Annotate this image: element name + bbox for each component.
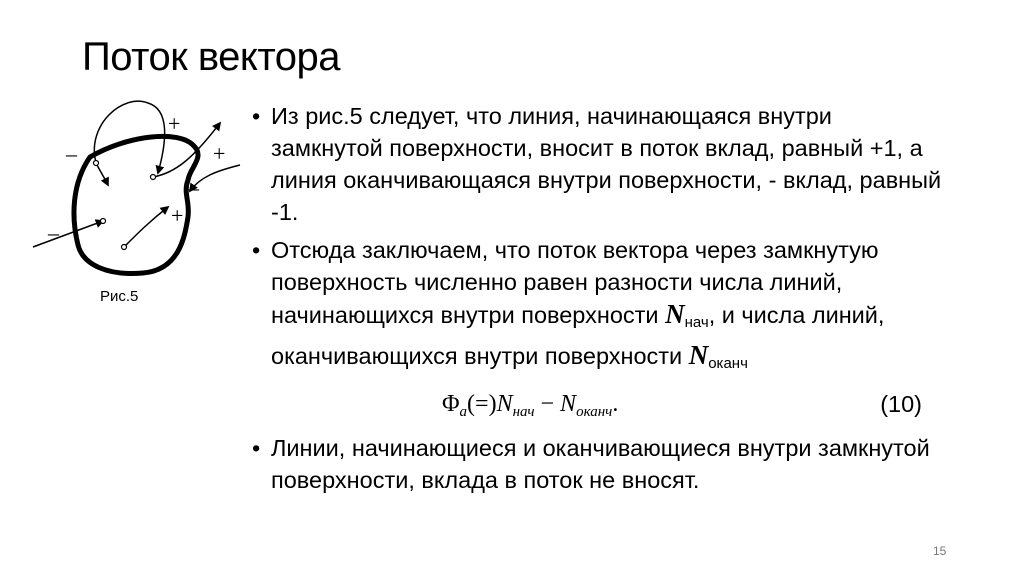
bullet-item (252, 234, 942, 380)
n-end-symbol: N (688, 340, 709, 370)
n-start-symbol: N (665, 299, 685, 329)
bullet-dot: • (252, 103, 261, 129)
formula-row (252, 386, 942, 426)
figure-closed-surface (28, 95, 250, 290)
bullet-list (252, 100, 942, 502)
page-number: 15 (933, 544, 947, 558)
bullet-text: Отсюда заключаем, что поток вектора через замкнутую поверхность численно равен разности числа линий, начинающихся внутри поверхности (271, 237, 879, 328)
bullet-text-cont: , и числа линий, оканчивающихся внутри поверхности (271, 302, 885, 369)
plus-sign-top: + (168, 111, 181, 136)
bullet-item (252, 100, 942, 228)
field-line-bottom-left (33, 221, 103, 247)
formula: $\Phi_a(=)N_{нач} - N_{оканч}$. (442, 391, 619, 420)
bullet-text: Из рис.5 следует, что линия, начинающаяся внутри замкнутой поверхности, вносит в поток вклад, равный +1, а линия оканчивающаяся внутри поверхности, - вклад, равный -1. (271, 103, 942, 225)
n-end-subscript: оканч (708, 355, 748, 372)
minus-sign-left: – (66, 141, 77, 166)
n-start-subscript: нач (684, 314, 709, 331)
bullet-dot: • (252, 237, 261, 263)
minus-sign-bottom-left: – (48, 220, 59, 245)
bullet-item (252, 432, 942, 496)
field-line-inner-right (124, 207, 168, 247)
equation-number: (10) (880, 391, 922, 417)
slide-title: Поток вектора (82, 35, 340, 79)
minus-sign-right: – (188, 175, 199, 200)
bullet-dot: • (252, 435, 261, 461)
plus-sign-lower: + (171, 203, 184, 228)
plus-sign-right: + (213, 141, 226, 166)
bullet-text: Линии, начинающиеся и оканчивающиеся внутри замкнутой поверхности, вклада в поток не вносят. (271, 435, 930, 493)
field-line-inner-left (96, 163, 108, 185)
figure-caption: Рис.5 (100, 288, 139, 305)
